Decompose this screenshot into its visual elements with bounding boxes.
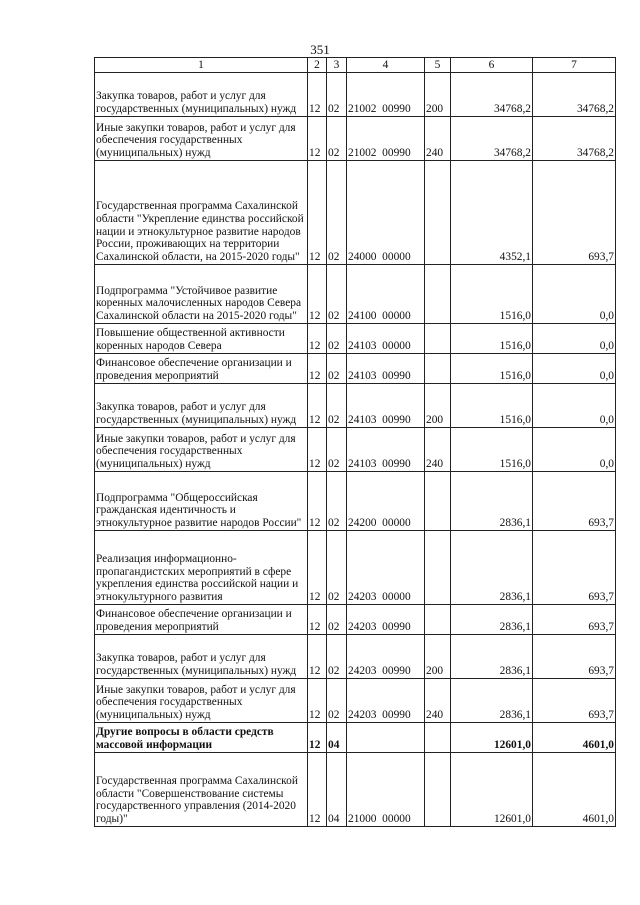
amount-col7-cell: 693,7 [533,635,616,679]
table-row [95,384,616,428]
amount-col7-cell: 34768,2 [533,117,616,161]
subsection-code-cell: 02 [327,117,347,161]
expense-type-cell [425,753,451,827]
subsection-code-cell: 02 [327,605,347,635]
expense-type-cell [425,531,451,605]
amount-col7-cell: 0,0 [533,324,616,354]
target-article-cell: 24203 00990 [347,605,425,635]
target-article-cell: 21000 00000 [347,753,425,827]
target-article-cell: 24203 00990 [347,635,425,679]
section-code-cell: 12 [308,428,327,472]
subsection-code-cell: 02 [327,635,347,679]
column-header-6: 6 [451,58,533,73]
expense-type-cell: 200 [425,635,451,679]
target-article-cell: 21002 00990 [347,73,425,117]
amount-col7-cell: 4601,0 [533,753,616,827]
expense-type-cell [425,161,451,265]
table-row [95,531,616,605]
amount-col6-cell: 1516,0 [451,354,533,384]
section-code-cell: 12 [308,472,327,531]
column-header-1: 1 [95,58,308,73]
table-row [95,605,616,635]
target-article-cell: 24200 00000 [347,472,425,531]
amount-col7-cell: 0,0 [533,384,616,428]
subsection-code-cell: 02 [327,354,347,384]
header-row [95,58,616,73]
column-header-7: 7 [533,58,616,73]
amount-col6-cell: 34768,2 [451,73,533,117]
row-name-cell: Государственная программа Сахалинской области "Совершенствование системы государственного управления (2014-2020 годы)" [95,753,308,827]
amount-col6-cell: 2836,1 [451,605,533,635]
column-header-3: 3 [327,58,347,73]
expense-type-cell [425,324,451,354]
table-row [95,73,616,117]
target-article-cell: 24100 00000 [347,265,425,324]
expense-type-cell [425,265,451,324]
amount-col7-cell: 693,7 [533,531,616,605]
amount-col6-cell: 1516,0 [451,324,533,354]
section-code-cell: 12 [308,753,327,827]
section-code-cell: 12 [308,161,327,265]
section-code-cell: 12 [308,117,327,161]
table-row [95,472,616,531]
amount-col7-cell: 0,0 [533,265,616,324]
table-row [95,354,616,384]
amount-col7-cell: 693,7 [533,161,616,265]
table-row [95,679,616,723]
subsection-code-cell: 04 [327,723,347,753]
amount-col7-cell: 693,7 [533,679,616,723]
table-row [95,324,616,354]
amount-col7-cell: 0,0 [533,428,616,472]
amount-col6-cell: 2836,1 [451,472,533,531]
row-name-cell: Финансовое обеспечение организации и проведения мероприятий [95,354,308,384]
expense-type-cell [425,354,451,384]
amount-col6-cell: 12601,0 [451,723,533,753]
row-name-cell: Финансовое обеспечение организации и проведения мероприятий [95,605,308,635]
expense-type-cell: 200 [425,384,451,428]
row-name-cell: Реализация информационно-пропагандистских мероприятий в сфере укрепления единства российской нации и этнокультурного развития [95,531,308,605]
row-name-cell: Иные закупки товаров, работ и услуг для обеспечения государственных (муниципальных) нужд [95,679,308,723]
section-code-cell: 12 [308,265,327,324]
section-code-cell: 12 [308,679,327,723]
amount-col7-cell: 34768,2 [533,73,616,117]
expense-type-cell: 240 [425,117,451,161]
row-name-cell: Повышение общественной активности коренных народов Севера [95,324,308,354]
table-row [95,428,616,472]
expense-type-cell: 200 [425,73,451,117]
subsection-code-cell: 04 [327,753,347,827]
column-header-4: 4 [347,58,425,73]
amount-col7-cell: 0,0 [533,354,616,384]
target-article-cell: 24103 00990 [347,428,425,472]
amount-col7-cell: 693,7 [533,605,616,635]
amount-col6-cell: 12601,0 [451,753,533,827]
row-name-cell: Иные закупки товаров, работ и услуг для обеспечения государственных (муниципальных) нужд [95,117,308,161]
row-name-cell: Подпрограмма "Устойчивое развитие коренных малочисленных народов Севера Сахалинской области на 2015-2020 годы" [95,265,308,324]
amount-col6-cell: 34768,2 [451,117,533,161]
amount-col6-cell: 2836,1 [451,635,533,679]
subsection-code-cell: 02 [327,679,347,723]
row-name-cell: Закупка товаров, работ и услуг для государственных (муниципальных) нужд [95,635,308,679]
target-article-cell: 24000 00000 [347,161,425,265]
expense-type-cell [425,605,451,635]
section-code-cell: 12 [308,354,327,384]
expense-type-cell [425,472,451,531]
amount-col7-cell: 693,7 [533,472,616,531]
section-code-cell: 12 [308,73,327,117]
target-article-cell: 24103 00990 [347,354,425,384]
table-row [95,161,616,265]
amount-col6-cell: 2836,1 [451,531,533,605]
amount-col6-cell: 4352,1 [451,161,533,265]
subsection-code-cell: 02 [327,384,347,428]
table-row [95,265,616,324]
page-number: 351 [310,42,330,57]
subsection-code-cell: 02 [327,531,347,605]
amount-col6-cell: 1516,0 [451,384,533,428]
amount-col6-cell: 1516,0 [451,265,533,324]
subsection-code-cell: 02 [327,472,347,531]
column-header-2: 2 [308,58,327,73]
row-name-cell: Подпрограмма "Общероссийская гражданская идентичность и этнокультурное развитие народов России" [95,472,308,531]
table-body [95,73,616,827]
section-code-cell: 12 [308,324,327,354]
amount-col6-cell: 1516,0 [451,428,533,472]
target-article-cell: 24103 00990 [347,384,425,428]
table-row [95,723,616,753]
target-article-cell: 24203 00000 [347,531,425,605]
section-code-cell: 12 [308,635,327,679]
row-name-cell: Закупка товаров, работ и услуг для государственных (муниципальных) нужд [95,384,308,428]
subsection-code-cell: 02 [327,324,347,354]
table-row [95,753,616,827]
table-row [95,635,616,679]
budget-table [94,57,616,827]
column-header-5: 5 [425,58,451,73]
expense-type-cell: 240 [425,428,451,472]
expense-type-cell [425,723,451,753]
target-article-cell: 21002 00990 [347,117,425,161]
subsection-code-cell: 02 [327,265,347,324]
table-row [95,117,616,161]
subsection-code-cell: 02 [327,161,347,265]
section-code-cell: 12 [308,605,327,635]
row-name-cell: Государственная программа Сахалинской области "Укрепление единства российской нации и этнокультурное развитие народов России, проживающих на территории Сахалинской области, на 2015-2020 годы" [95,161,308,265]
row-name-cell: Иные закупки товаров, работ и услуг для обеспечения государственных (муниципальных) нужд [95,428,308,472]
target-article-cell [347,723,425,753]
target-article-cell: 24203 00990 [347,679,425,723]
subsection-code-cell: 02 [327,73,347,117]
amount-col7-cell: 4601,0 [533,723,616,753]
expense-type-cell: 240 [425,679,451,723]
subsection-code-cell: 02 [327,428,347,472]
section-code-cell: 12 [308,531,327,605]
section-code-cell: 12 [308,723,327,753]
row-name-cell: Другие вопросы в области средств массовой информации [95,723,308,753]
row-name-cell: Закупка товаров, работ и услуг для государственных (муниципальных) нужд [95,73,308,117]
section-code-cell: 12 [308,384,327,428]
amount-col6-cell: 2836,1 [451,679,533,723]
target-article-cell: 24103 00000 [347,324,425,354]
